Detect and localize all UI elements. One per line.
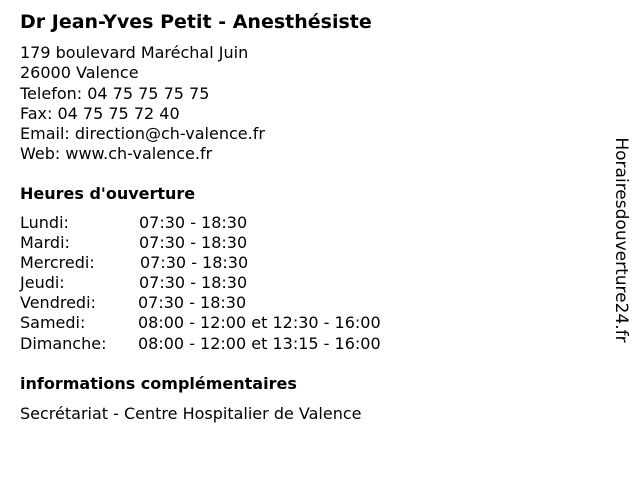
day-label: Dimanche:: [20, 333, 107, 353]
day-label: Mardi:: [20, 233, 70, 253]
time-value: 07:30 - 18:30: [139, 273, 248, 293]
time-value: 07:30 - 18:30: [140, 253, 249, 273]
phone-number: Telefon: 04 75 75 75 75: [20, 83, 210, 103]
email-address: Email: direction@ch-valence.fr: [20, 124, 265, 144]
fax-number: Fax: 04 75 75 72 40: [20, 103, 180, 123]
day-label: Lundi:: [20, 213, 69, 232]
day-label: Jeudi:: [20, 273, 65, 293]
time-value: 07:30 - 18:30: [138, 293, 247, 313]
address-street: 179 boulevard Maréchal Juin: [20, 43, 249, 62]
additional-info-heading: informations complémentaires: [20, 374, 297, 393]
time-value: 07:30 - 18:30: [139, 213, 248, 232]
day-label: Samedi:: [20, 313, 86, 333]
time-value: 08:00 - 12:00 et 13:15 - 16:00: [138, 333, 381, 353]
day-label: Vendredi:: [20, 293, 96, 313]
time-value: 08:00 - 12:00 et 12:30 - 16:00: [138, 313, 381, 333]
site-watermark: Horairesdouverture24.fr: [611, 137, 631, 343]
contact-block: [20, 43, 265, 165]
page-title: Dr Jean-Yves Petit - Anesthésiste: [20, 11, 372, 33]
opening-hours-heading: Heures d'ouverture: [20, 184, 196, 203]
additional-info-text: Secrétariat - Centre Hospitalier de Valence: [20, 404, 362, 423]
address-city: 26000 Valence: [20, 63, 139, 83]
time-value: 07:30 - 18:30: [139, 233, 248, 253]
day-label: Mercredi:: [20, 253, 95, 273]
website: Web: www.ch-valence.fr: [20, 144, 213, 164]
